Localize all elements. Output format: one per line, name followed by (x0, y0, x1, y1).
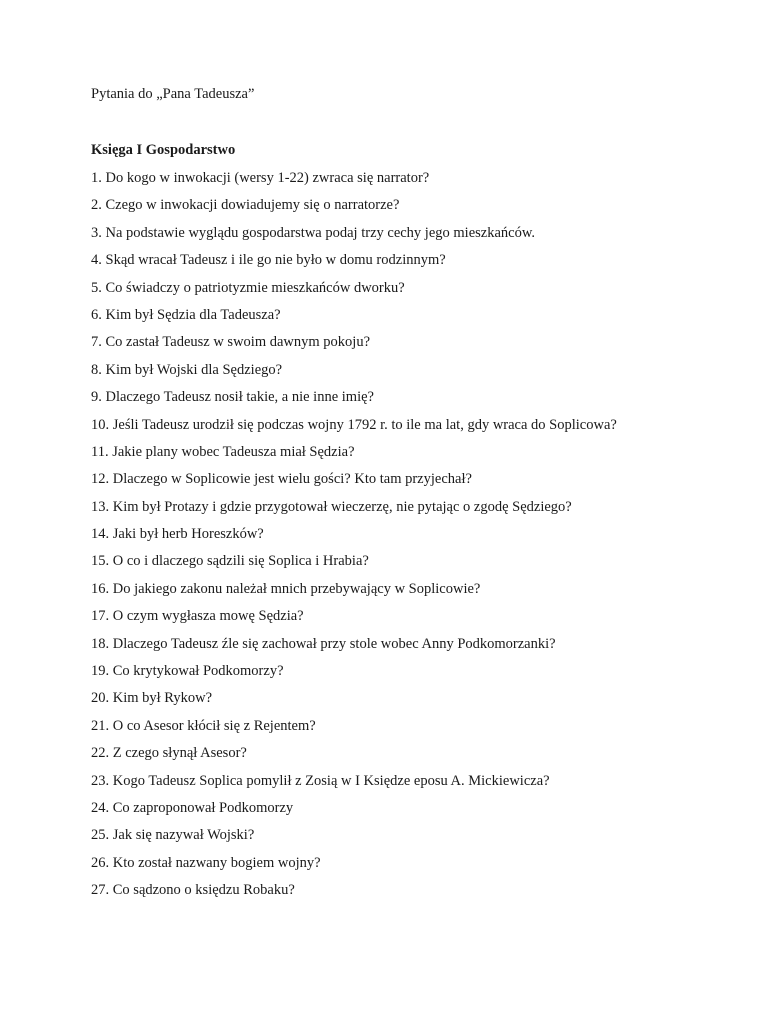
question-number: 17. (91, 608, 110, 625)
question-item (91, 442, 731, 462)
question-text: Jakie plany wobec Tadeusza miał Sędzia? (112, 443, 355, 460)
question-item (91, 688, 731, 708)
question-item (91, 579, 731, 599)
question-item (91, 250, 731, 270)
question-number: 5. (91, 279, 102, 296)
question-item (91, 798, 731, 818)
question-item (91, 195, 731, 215)
question-number: 20. (91, 690, 110, 707)
question-number: 11. (91, 443, 109, 460)
question-number: 22. (91, 745, 110, 762)
question-text: Kim był Protazy i gdzie przygotował wieczerzę, nie pytając o zgodę Sędziego? (112, 498, 572, 515)
question-item (91, 551, 731, 571)
question-item (91, 771, 731, 791)
question-number: 16. (91, 580, 110, 597)
question-item (91, 853, 731, 873)
question-item (91, 223, 731, 243)
question-number: 1. (91, 170, 102, 186)
question-text: Na podstawie wyglądu gospodarstwa podaj trzy cechy jego mieszkańców. (105, 224, 535, 241)
question-item (91, 168, 731, 188)
question-item (91, 305, 731, 325)
question-number: 2. (91, 197, 102, 214)
question-item (91, 880, 731, 900)
question-text: Jak się nazywał Wojski? (112, 827, 255, 844)
question-text: Z czego słynął Asesor? (112, 745, 247, 762)
question-text: Do jakiego zakonu należał mnich przebywający w Soplicowie? (112, 580, 481, 597)
question-item (91, 661, 731, 681)
question-text: Skąd wracał Tadeusz i ile go nie było w domu rodzinnym? (105, 252, 446, 269)
question-text: Co krytykował Podkomorzy? (112, 663, 284, 680)
question-text: Co zastał Tadeusz w swoim dawnym pokoju? (105, 334, 371, 351)
question-item (91, 387, 731, 407)
document-page (91, 84, 731, 908)
question-number: 18. (91, 635, 110, 652)
question-number: 21. (91, 717, 110, 734)
question-item (91, 278, 731, 298)
question-text: Dlaczego w Soplicowie jest wielu gości? Kto tam przyjechał? (112, 471, 472, 488)
question-number: 12. (91, 471, 110, 488)
question-text: Co sądzono o księdzu Robaku? (112, 882, 295, 899)
question-item (91, 524, 731, 544)
question-item (91, 469, 731, 489)
question-number: 10. (91, 416, 110, 433)
question-text: Kim był Wojski dla Sędziego? (105, 361, 283, 378)
question-text: Kim był Rykow? (112, 690, 213, 707)
question-list (91, 168, 731, 900)
question-text: O czym wygłasza mowę Sędzia? (112, 608, 304, 625)
question-number: 26. (91, 854, 110, 871)
question-text: Do kogo w inwokacji (wersy 1-22) zwraca się narrator? (105, 170, 430, 186)
question-item (91, 825, 731, 845)
question-number: 19. (91, 663, 110, 680)
question-number: 6. (91, 306, 102, 323)
question-item (91, 743, 731, 763)
question-number: 27. (91, 882, 110, 899)
question-text: O co Asesor kłócił się z Rejentem? (112, 717, 316, 734)
question-text: Co zaproponował Podkomorzy (112, 799, 294, 816)
question-text: Jaki był herb Horeszków? (112, 526, 264, 543)
question-number: 15. (91, 553, 110, 570)
question-number: 7. (91, 334, 102, 351)
question-item (91, 716, 731, 736)
question-number: 14. (91, 526, 110, 543)
question-item (91, 360, 731, 380)
question-text: Dlaczego Tadeusz nosił takie, a nie inne imię? (105, 389, 374, 406)
question-text: Kim był Sędzia dla Tadeusza? (105, 306, 281, 323)
question-text: Jeśli Tadeusz urodził się podczas wojny 1792 r. to ile ma lat, gdy wraca do Soplicowa? (112, 416, 617, 433)
document-title: Pytania do „Pana Tadeusza” (91, 86, 255, 102)
question-text: Czego w inwokacji dowiadujemy się o narratorze? (105, 197, 400, 214)
question-number: 23. (91, 772, 110, 789)
question-text: O co i dlaczego sądzili się Soplica i Hrabia? (112, 553, 369, 570)
question-item (91, 634, 731, 654)
question-number: 24. (91, 799, 110, 816)
section-title: Księga I Gospodarstwo (91, 142, 236, 158)
question-text: Kogo Tadeusz Soplica pomylił z Zosią w I Księdze eposu A. Mickiewicza? (112, 772, 550, 789)
question-text: Kto został nazwany bogiem wojny? (112, 854, 321, 871)
question-item (91, 415, 731, 435)
question-number: 8. (91, 361, 102, 378)
question-number: 9. (91, 389, 102, 406)
question-text: Co świadczy o patriotyzmie mieszkańców dworku? (105, 279, 405, 296)
question-item (91, 606, 731, 626)
question-number: 3. (91, 224, 102, 241)
question-item (91, 497, 731, 517)
question-number: 25. (91, 827, 110, 844)
question-number: 13. (91, 498, 110, 515)
question-text: Dlaczego Tadeusz źle się zachował przy stole wobec Anny Podkomorzanki? (112, 635, 556, 652)
question-item (91, 332, 731, 352)
question-number: 4. (91, 252, 102, 269)
